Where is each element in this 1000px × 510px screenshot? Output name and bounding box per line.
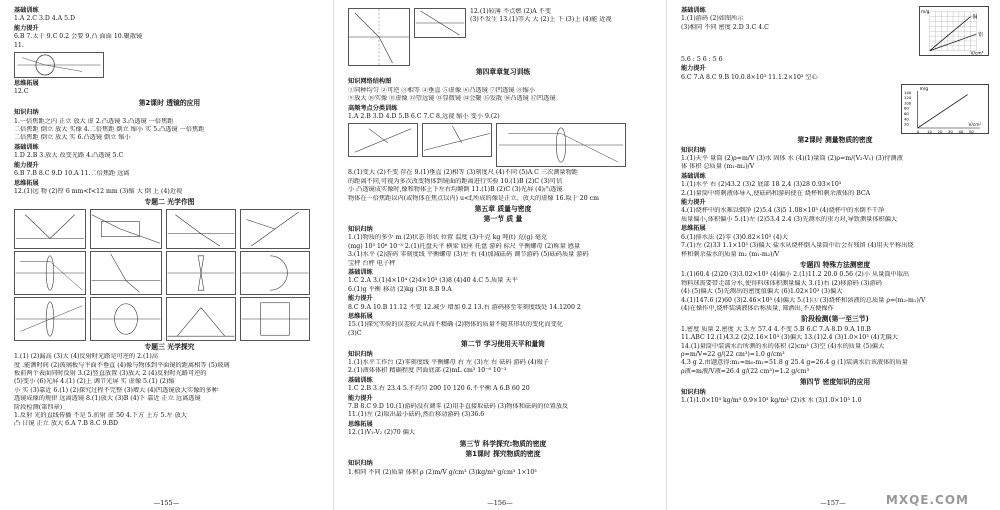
section-label: 基础训练 <box>14 7 39 14</box>
review-figure <box>348 123 418 157</box>
series-label: 铜 <box>972 14 978 21</box>
section-label: 思维拓展 <box>14 179 39 187</box>
top-answers <box>470 8 658 66</box>
stage-test-title: 阶段检测(第一至三节) <box>801 315 869 324</box>
middle-page <box>333 0 666 510</box>
optics-figure <box>14 251 86 295</box>
answer-line: 物体在一倍焦距以内(或物体在焦点以内) u<f,所成的像是正立、放大的虚像 16.取于 20 cm <box>348 194 599 202</box>
section-title-optical-inquiry: 专题三 光学探究 <box>144 342 195 351</box>
x-tick-label: 0 <box>916 129 920 135</box>
section3-title: 专题四 特殊方法测密度 <box>799 260 871 269</box>
optics-figure <box>90 209 162 249</box>
answer-line: 12.(1)远 物 (2)厚 6 mm<f<12 mm (3)缩 大 倒 上 (4)近视 <box>14 187 183 195</box>
chapter5-title: 第五章 质量与密度 <box>474 205 532 214</box>
answer-line: (3)相同 不同 密度 2.D 3.C 4.C <box>681 23 769 31</box>
answer-line: 12.C <box>14 88 29 96</box>
section-label: 知识归纳 <box>348 225 373 233</box>
answer-line: ①同种均匀 ②可逆 ③相等 ④垂直 ⑤虚像 ⑥凸透镜 ⑦凹透镜 ⑧缩小 <box>348 86 536 94</box>
answer-line: 阶段检测(第四章) <box>14 403 63 411</box>
answer-line: 1.(1)物质的多少 m (2)状态 形状 位置 温度 (3)千克 kg 吨(t) 克(g) 毫克 <box>348 234 548 242</box>
answer-line: ⑨放大 ⑩实像 ⑪虚像 ⑫望远镜 ⑬显微镜 ⑭会聚 ⑮发散 ⑯凸透镜 ⑰凹透镜 <box>348 95 556 103</box>
right-page <box>666 0 999 510</box>
y-tick-label: 60 <box>903 111 909 117</box>
lens-figure-row <box>14 52 325 78</box>
refraction-diagram <box>414 8 466 38</box>
x-axis-label: V/cm³ <box>968 123 982 129</box>
y-tick-label: 20 <box>903 121 909 127</box>
y-axis-label: m/g <box>919 87 929 93</box>
optics-figure <box>166 297 236 341</box>
answer-line: 3.(1)水平 (2)游码 零刻度线 平衡螺母 (3)左 右 (4)加减砝码 调节游码 (5)砝码质量 游码 <box>348 251 589 259</box>
answer-line: (mg) 10³ 10⁶ 10⁻³ 2.(1)托盘天平 横梁 底座 托盘 游码 标尺 平衡螺母 (2)称量 感量 <box>348 242 581 250</box>
answer-line: 2.(1)液体体积 精确程度 凹面底部 (2)mL cm³ 10⁻⁶ 10⁻³ <box>348 367 507 375</box>
answer-line: 1.(1) (2)漏高 (3)大 (4)反射时光路是可逆的 2.(1)高 <box>14 353 158 361</box>
answer-line: (4)在操作中,烧杯装满液体后称质量, 筛洒出,不方便操作 <box>681 304 834 312</box>
answer-line: 宝秤 台秤 电子秤 <box>348 259 396 267</box>
answer-line: 小 凸透镜成实像时,像和物体上下左右均颠倒 11.(1)B (2)C (3)光屏 (4)凸透镜 <box>348 186 563 194</box>
answer-line: 1.(1)水平 右 (2)43.2 (3)2 底部 18 2.4 (3)28 0.93×10³ <box>681 181 842 189</box>
answer-line: 12.(1)V₁-V₂ (2)70 偏大 <box>348 429 416 437</box>
x-axis-label: V/cm³ <box>970 51 984 56</box>
y-tick-label: 80 <box>903 105 909 111</box>
x-tick-label: 20 <box>937 129 943 135</box>
answer-line: 1.相同 不同 (2)质量 体积 ρ (2)m/V g/cm³ (3)kg/m³ g/cm³ 1×10³ <box>348 468 537 476</box>
answer-line: 4.3 g 2.由题意得:m₁=m₀-m₁=51.8 g 25.4 g=26.4 g (1)装满水后该液体的质量 <box>681 359 908 367</box>
answer-line: 的距离不同,可视为多次改变物体到镜面的距离进行实验 10.(1)B (2)C (3)可信 <box>348 177 563 185</box>
section-label: 思维拓展 <box>348 312 373 320</box>
section-label: 高频考点分类训练 <box>348 104 398 112</box>
answer-line: 6.(1)g 平衡 移动 (2)kg (3)t 8.B 9.A <box>348 285 452 293</box>
section-label: 基础训练 <box>14 143 39 151</box>
answer-line: 1.D 2.B 3.放大 改变光路 4.凸透镜 5.C <box>14 152 124 160</box>
answer-line: (3)C <box>348 329 362 337</box>
answer-line: 体 体积 总质量 (m₁-m₂)/V <box>681 163 755 171</box>
answer-line: 6.(1)排水法 (2)零 (3)0.82×10³ (4)大 <box>681 233 789 241</box>
answer-line: 1.(1)1.0×10³ kg/m³ 0.9×10³ kg/m³ (2)冰 水 (3)1.0×10³ 1.0 <box>681 397 862 404</box>
section-label: 知识归纳 <box>348 460 373 468</box>
answer-line: (5)变小 (6)光屏 4.(1) (2)上 调节光屏 实 虚像 5.(1) (2)缩 <box>14 378 175 386</box>
optics-figure <box>90 297 162 341</box>
answer-line: 4.(1)烧杯中的水难以倒净 (2)5.4 (3)5 1.08×10³ (4)烧杯中的水倒不干净 <box>681 207 885 215</box>
review-figures-row <box>348 123 658 167</box>
density-chart-1 <box>919 6 989 56</box>
answer-line: 度 .能测时间 (2)玻璃板与平面不垂直 (4)像与物体到平面镜的距离相等 (5)玻璃 <box>14 361 230 369</box>
answer-line: 11.(1)左 (2)取出最小砝码,然后移动游码 (3)36.6 <box>348 411 485 419</box>
section-title-lens-application: 第2课时 透镜的应用 <box>138 98 201 107</box>
answer-line: 物料球需要带走部分水,使得料球体积测量偏大 3.(1)右 (2)移游码 (3)游码 <box>681 279 882 287</box>
answer-line: 15.(1)探究实验的误差较大从而不精确 (2)物体的质量不随其形状的变化而变化 <box>348 321 563 329</box>
answer-line: 1.一倍焦距之内 正立 放大 虚 2.凸透镜 3.凸透镜 一倍焦距 <box>14 117 174 125</box>
optics-figure <box>90 251 162 295</box>
y-tick-label: 120 <box>903 95 912 101</box>
section-label: 思维拓展 <box>348 420 373 428</box>
section-label: 能力提升 <box>681 199 706 207</box>
page-number: —155— <box>153 498 180 507</box>
x-tick-label: 50 <box>968 129 974 135</box>
section-label: 知识网络结构图 <box>348 78 392 86</box>
section-label: 能力提升 <box>681 65 706 73</box>
density-chart-2 <box>901 84 989 134</box>
answer-line: 6.C 7.A 8.C 9.B 10.0.8×10³ 11.1.2×10³ 空心 <box>681 73 818 81</box>
y-tick-label: 100 <box>903 100 912 106</box>
review-figure <box>422 123 492 157</box>
refraction-diagram <box>348 8 410 66</box>
section-label: 知识归纳 <box>681 146 706 154</box>
answer-line: 1.(1)60.4 (2)20 (3)3.02×10³ (4)偏小 2.(1)11.2 20.0 0.56 (2)小 从量筒中取出 <box>681 271 910 279</box>
section-label: 思维拓展 <box>14 80 39 88</box>
section-label: 知识归纳 <box>681 388 706 396</box>
section-label: 能力提升 <box>348 295 373 303</box>
answer-line: 凸 日镜 正立 放大 6.A 7.B 8.C 9.BD <box>14 420 118 428</box>
answer-line: 1.A 2.C 3.D 4.A 5.D <box>14 15 75 23</box>
optics-figure <box>166 251 236 295</box>
section-label: 基础训练 <box>348 376 373 384</box>
answer-line: 7.B 8.C 9.D 10.(1)游码没有调零 (2)用手直接取砝码 (3)物体和砝码的位置放反 <box>348 403 569 410</box>
page-number: —156— <box>487 498 513 507</box>
answer-line: 4.(1)147.6 (2)60 (3)2.46×10³ (4)偏大 5.(1)③ (3)烧杯和溶液的总质量 ρ=(m₂-m₁)/V <box>681 296 926 304</box>
answer-line: 1.C 2.B 3.右 23.4 5.不均匀 200 10 120 6.不平衡 A 6.B 60 20 <box>348 385 530 393</box>
section-label: 基础训练 <box>681 172 706 180</box>
answer-line: 1.密度 质量 2.密度 大 3.左 57.4 4.不变 5.B 6.C 7.A 8.D 9.A 10.B <box>681 325 871 333</box>
answer-line: (4) (5)偏大 (5)先测出的密度值偏大 (6)1.02×10³ (3)偏大 <box>681 288 843 296</box>
refraction-figure-row <box>348 8 658 66</box>
watermark: MXQE.COM <box>885 492 969 507</box>
answer-line: 1.(1)天平 量筒 (2)ρ=m/V (3)水 固体 水 (4)(1)量筒 (2)ρ=m/(V₂-V₁) (3)待测液 <box>681 155 903 163</box>
optics-figure <box>14 209 86 249</box>
answer-line: ρ=m/V=22 g/(22 cm³)=1.0 g/cm³ <box>681 350 785 358</box>
section3-subtitle: 第1课时 探究物质的密度 <box>465 450 541 459</box>
series-line <box>930 17 971 51</box>
review-figure <box>496 123 626 167</box>
answer-line: 1.反射 光的直线传播 不是 5.折射 虚 50 4.下方 上方 5.左 放大 <box>14 411 187 419</box>
answer-line: 8.(1)变大 (2)不变 存在 9.(1)垂直 (2)相等 (3)刻度尺 (4)不同 (5)A C 三次测量物距 <box>348 169 578 177</box>
optics-figures-row-1 <box>14 209 325 249</box>
answer-line: 12.(1)较薄 不点燃 (2)A 不变 <box>470 8 552 15</box>
section-label: 基础训练 <box>681 7 706 14</box>
answer-line: 1.C 2.A 3.(1)4×10⁴ (2)4×10³ (3)8 (4)40 4.C 5.质量 天平 <box>348 277 518 285</box>
optics-figure <box>240 209 310 249</box>
optics-figure <box>240 297 310 341</box>
section-label: 能力提升 <box>14 24 39 32</box>
answer-line: 11.ABC 12.(1)43.2 (2)2.16×10³ (3)偏大 13.(1)2.4 (3)1.0×10³ (4)无偏大 <box>681 334 899 342</box>
series-line <box>918 95 968 128</box>
section-title-optical-drawing: 专题二 光学作图 <box>144 198 195 207</box>
answer-line: 8.C 9.A 10.B 11.12 不变 12.减少 增加 0.2 13.右 游码移至零刻度线处 14.1200 2 <box>348 303 581 311</box>
y-tick-label: 140 <box>903 90 912 96</box>
left-page <box>0 0 333 510</box>
chapter-review-title: 第四章章复习训练 <box>475 68 531 76</box>
section-label: 思维拓展 <box>681 225 706 233</box>
y-tick-label: 40 <box>903 116 909 122</box>
x-tick-label: 40 <box>958 129 964 135</box>
answer-line: 5.6 : 5 6 : 5 6 <box>681 56 723 63</box>
answer-line: (3)不发生 13.(1)等大 大 (2)上 下 (3)上 (4)能 近视 <box>470 16 612 24</box>
section-label: 知识归纳 <box>14 109 39 117</box>
optics-figure <box>166 209 236 249</box>
section-label: 知识归纳 <box>348 350 373 358</box>
section4-title: 第四节 密度知识的应用 <box>799 378 871 387</box>
answer-line: 6.B 7.B 8.C 9.D 10.A 11.二倍焦距 远离 <box>14 170 130 178</box>
answer-line: ρ液=m液/V液=26.4 g/(22 cm³)=1.2 g/cm³ <box>681 367 810 375</box>
section-label: 能力提升 <box>348 394 373 402</box>
answer-line: 二倍焦距 倒立 放大 实 6.凸透镜 倒立 缩小 <box>14 134 131 142</box>
answer-line: 2.(1)量筒中将剩液体导入,使砝码和游码使在 烧杯和剩余液体的 BCA <box>681 189 871 197</box>
series-label: 铝 <box>978 32 984 39</box>
answer-line: 1.(1)水平工作台 (2)零刻度线 平衡螺母 右 左 (3)左 右 砝码 游码 (4)镊子 <box>348 358 549 366</box>
section3-title: 第三节 科学探究:物质的密度 <box>459 439 547 448</box>
answer-line: 透镜成像的规律 远离透镜 8.(1)放大 (3)B (4)下 靠近 正立 远离透镜 <box>14 395 201 403</box>
answer-line: 6.B 7.太于 9.C 0.2 会要 9.凸 面面 10.聚散镜 <box>14 33 143 41</box>
optics-figures-row-3 <box>14 297 325 341</box>
answer-line: 7.(1)左 (2)33 1.1×10³ (3)偏大 盐水从烧杯倒入量筒中后会有残留 (4)用天平称出烧 <box>681 242 914 250</box>
answer-line: 小 实 (3)靠近 6.(1) (2)探究过程不完整 (3)增大 (4)凹透镜放大实像的多种 <box>14 386 218 394</box>
answer-line: 1.(1)游码 (2)如图所示 <box>681 15 744 23</box>
section2-title: 第二节 学习使用天平和量筒 <box>461 340 545 349</box>
x-tick-label: 30 <box>947 129 953 135</box>
section-label: 基础训练 <box>348 268 373 276</box>
page-number: —157— <box>820 498 846 507</box>
lens-diagram <box>14 52 104 78</box>
optics-figures-row-2 <box>14 251 325 295</box>
x-tick-label: 10 <box>927 129 933 135</box>
section1-title: 第一节 质 量 <box>483 215 523 224</box>
answer-line: 11. <box>14 41 24 49</box>
answer-line: 14.(1)量筒中装满水后所测的水的体积 (2)cm³ (3)空 (4)水的质量 (5)偏大 <box>681 342 885 350</box>
optics-figure <box>240 251 310 295</box>
y-axis-label: m/g <box>920 9 930 15</box>
answer-line: 二倍焦距 倒立 放大 实像 4.二倍焦距 倒立 缩小 实 5.凸透镜 一倍焦距 <box>14 126 205 134</box>
answer-line: 板前两个表面同时反射 3.(2)竖直放置 (3)放大 2 (4)反射时光路可逆的 <box>14 369 207 377</box>
answer-line: 1.A 2.B 3.D 4.D 5.B 6.C 7.C 8.远视 缩小 变小 9.(2) <box>348 113 500 121</box>
answer-line: 杯和剩余盐水的质量 m₂ (m₁-m₂)/V <box>681 250 780 258</box>
section2-title: 第2课时 测量物质的密度 <box>797 136 873 145</box>
section-label: 能力提升 <box>14 161 39 169</box>
optics-figure <box>14 297 86 341</box>
answer-line: 质量偏小,体积偏小 5.(1)左 (2)53.4 2.4 (3)先测水的重力对,导致测量体积偏大 <box>681 215 898 223</box>
